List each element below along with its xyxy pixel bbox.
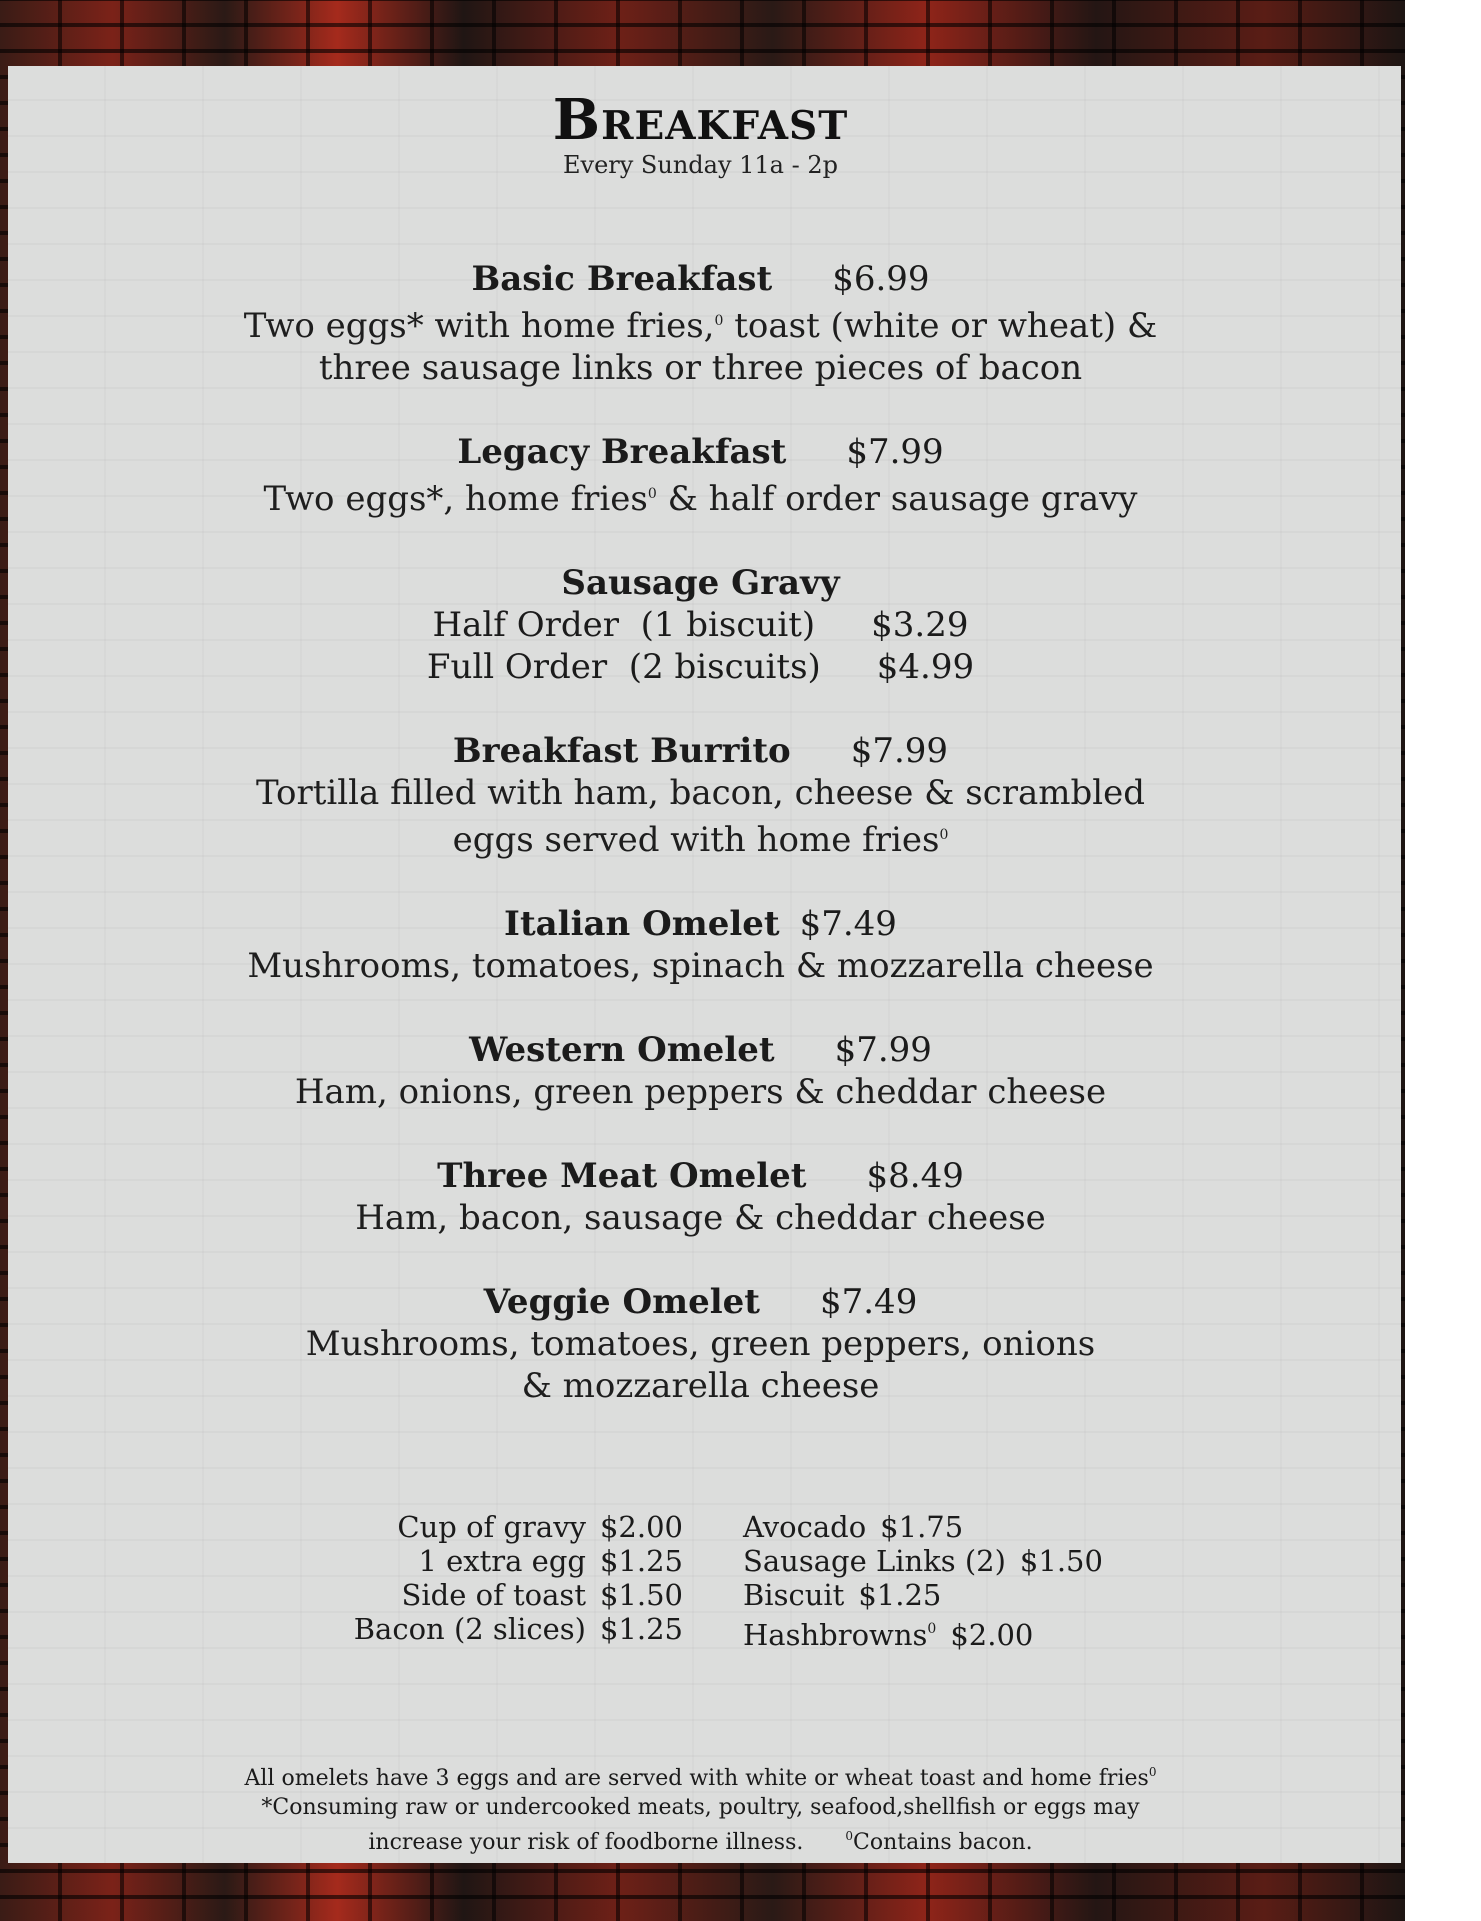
menu-hours: Every Sunday 11a - 2p [562,151,838,179]
consumption-warning-cont: increase your risk of foodborne illness. $^0$Contains bacon. [368,1829,1033,1855]
bacon-mark: 0 [927,1621,937,1637]
extra-item: Sausage Links (2) $1.50 [743,1544,1103,1578]
item-price: $7.99 [834,1030,932,1070]
menu-title: Breakfast [552,87,849,153]
item-name: Legacy Breakfast [457,432,787,472]
extra-price: $2.00 [950,1618,1034,1652]
menu-item-veggie-omelet [0,1281,1401,1407]
bacon-mark: 0 [647,486,657,502]
item-description: Mushrooms, tomatoes, green peppers, onions [305,1324,1096,1364]
extra-price: $2.00 [599,1510,683,1544]
item-name: Sausage Gravy [561,563,840,603]
item-name: Breakfast Burrito [452,731,791,771]
consumption-warning: *Consuming raw or undercooked meats, poultry, seafood,shellfish or eggs may [261,1795,1140,1820]
extras-right-column [743,1510,1203,1652]
extra-item: 1 extra egg $1.25 [418,1544,683,1578]
omelet-note: All omelets have 3 eggs and are served with white or wheat toast and home fries$^0$ [244,1765,1157,1791]
menu-item-sausage-gravy [0,562,1401,688]
item-description: Ham, bacon, sausage & cheddar cheese [355,1198,1046,1238]
item-name: Veggie Omelet [483,1282,760,1322]
item-name: Basic Breakfast [471,259,773,299]
extra-item: Cup of gravy $2.00 [397,1510,683,1544]
item-name: Western Omelet [469,1030,775,1070]
menu-item-italian-omelet [0,903,1401,987]
menu-item-legacy-breakfast [0,431,1401,520]
extra-price: $1.75 [880,1510,964,1544]
bacon-mark: 0 [714,313,724,329]
gravy-full-order: Full Order (2 biscuits) $4.99 [426,647,975,687]
item-description: three sausage links or three pieces of bacon [318,348,1083,388]
extra-item: Bacon (2 slices) $1.25 [353,1612,683,1646]
extra-item: Side of toast $1.50 [401,1578,683,1612]
extras-left-column [323,1510,683,1646]
item-description: eggs served with home fries$^0$ [452,820,949,860]
item-price: $3.29 [871,605,969,645]
menu-items [0,258,1401,1449]
item-description: Mushrooms, tomatoes, spinach & mozzarella cheese [247,946,1154,986]
extra-price: $1.50 [599,1578,683,1612]
item-description: Tortilla filled with ham, bacon, cheese & scrambled [255,773,1146,813]
extra-price: $1.25 [599,1544,683,1578]
item-price: $7.49 [819,1282,918,1322]
item-price: $8.49 [866,1156,964,1196]
extra-price: $1.25 [858,1578,942,1612]
item-description: Two eggs* with home fries,$^0$ toast (white or wheat) & [243,306,1158,346]
menu-item-western-omelet [0,1029,1401,1113]
extra-price: $1.50 [1019,1544,1103,1578]
extra-item: Avocado $1.75 [743,1510,964,1544]
item-price: $7.99 [850,731,949,771]
item-name: Three Meat Omelet [437,1156,807,1196]
item-price: $7.99 [846,432,944,472]
menu-item-breakfast-burrito [0,730,1401,861]
item-name: Italian Omelet [504,904,780,944]
menu-item-three-meat-omelet [0,1155,1401,1239]
item-price: $7.49 [799,904,897,944]
gravy-half-order: Half Order (1 biscuit) $3.29 [432,605,969,645]
extra-item: Biscuit $1.25 [743,1578,942,1612]
item-price: $6.99 [832,259,930,299]
extra-item: Hashbrowns$^0$ $2.00 [743,1618,1034,1652]
item-description: Ham, onions, green peppers & cheddar cheese [294,1072,1107,1112]
menu-item-basic-breakfast [0,258,1401,389]
bacon-mark: 0 [939,827,949,843]
item-description: & mozzarella cheese [521,1366,880,1406]
item-description: Two eggs*, home fries$^0$ & half order sausage gravy [263,479,1138,519]
extra-price: $1.25 [599,1612,683,1646]
footnotes [0,1758,1401,1857]
item-price: $4.99 [876,647,975,687]
